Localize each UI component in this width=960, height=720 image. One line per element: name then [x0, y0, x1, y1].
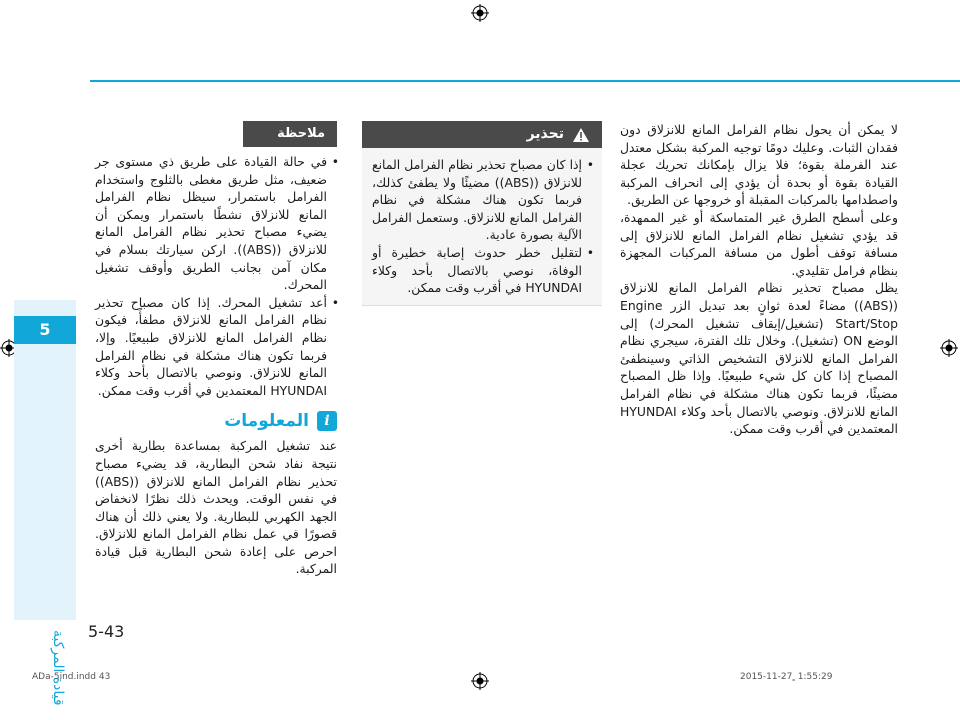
registration-mark-bottom	[471, 672, 489, 690]
note-bullet: • في حالة القيادة على طريق ذي مستوى جر ضعيف، مثل طريق مغطى بالثلوج واستخدام الفرامل باستمرار، سيظل نظام الفرامل المانع للانزلاق نشطًا باستمرار ويمكن أن يضيء مصباح تحذير نظام الفرامل المانع للانزلاق ((ABS)). اركن سيارتك بسلام في مكان آمن بجانب الطريق وأوقف تشغيل المحرك.	[95, 153, 337, 294]
abs-warning-icon: (ABS)	[99, 473, 135, 489]
info-icon: i	[317, 411, 337, 431]
warning-bullet: • لتقليل خطر حدوث إصابة خطيرة أو الوفاة، نوصي بالاتصال بأحد وكلاء HYUNDAI في أقرب وقت ممكن.	[372, 244, 592, 297]
warning-box	[362, 121, 602, 306]
warning-body	[362, 148, 602, 306]
chapter-tab: 5	[14, 316, 76, 344]
abs-warning-icon: (ABS)	[858, 297, 894, 313]
note-bullet: • أعد تشغيل المحرك. إذا كان مصباح تحذير نظام الفرامل المانع للانزلاق مطفأً، فيكون نظام الفرامل المانع للانزلاق طبيعيًا. وإلا، فربما تكون هناك مشكلة في نظام الفرامل المانع للانزلاق. ونوصي بالاتصال بأحد وكلاء HYUNDAI المعتمدين في أقرب وقت ممكن.	[95, 294, 337, 400]
registration-mark-top	[471, 4, 489, 22]
warning-bullet: • إذا كان مصباح تحذير نظام الفرامل المانع للانزلاق ((ABS)) مضيئًا ولا يطفئ كذلك، فربما تكون هناك مشكلة في نظام الفرامل المانع للانزلاق. وستعمل الفرامل الآلية بصورة عادية.	[372, 156, 592, 244]
page-number: 5-43	[88, 622, 125, 641]
info-title: المعلومات	[224, 410, 309, 431]
warning-title: تحذير	[526, 125, 564, 142]
body-paragraph: يظل مصباح تحذير نظام الفرامل المانع للانزلاق ((ABS)) مضاءً لعدة ثوانٍ بعد تبديل الزر Engine Start/Stop (تشغيل/إيقاف تشغيل المحرك) إلى الوضع ON (تشغيل). وخلال تلك الفترة، سيجري نظام الفرامل المانع للانزلاق التشخيص الذاتي وسينطفئ المصباح إذا كان كل شيء طبيعيًا. وإذا ظل المصباح مضيئًا، فربما تكون هناك مشكلة في نظام الفرامل المانع للانزلاق. ونوصي بالاتصال بأحد وكلاء HYUNDAI المعتمدين في أقرب وقت ممكن.	[620, 280, 898, 437]
registration-mark-right	[940, 339, 958, 357]
note-header	[243, 121, 337, 147]
note-title: ملاحظة	[277, 126, 325, 142]
note-body	[95, 153, 337, 399]
footer-file: ADa-5ind.indd 43	[32, 672, 111, 682]
warning-triangle-icon	[572, 127, 590, 143]
right-column	[620, 121, 898, 438]
abs-warning-icon: (ABS)	[242, 241, 277, 257]
chapter-title: قيادة المركبة	[50, 630, 66, 706]
info-paragraph: عند تشغيل المركبة بمساعدة بطارية أخرى نتيجة نفاد شحن البطارية، قد يضيء مصباح تحذير نظام الفرامل المانع للانزلاق ((ABS)) في نفس الوقت. ويحدث ذلك نظرًا لانخفاض الجهد الكهربي للبطارية. ولا يعني ذلك أن هناك قصورًا في عمل نظام الفرامل المانع للانزلاق. احرص على إعادة شحن البطارية قبل قيادة المركبة.	[95, 438, 337, 577]
footer-timestamp: 2015-11-27 ٍ 1:55:29	[740, 672, 833, 682]
warning-header	[362, 121, 602, 148]
left-column	[95, 121, 337, 578]
abs-warning-icon: (ABS)	[499, 174, 534, 190]
body-paragraph: لا يمكن أن يحول نظام الفرامل المانع للانزلاق دون فقدان الثبات. وعليك دومًا توجيه المركبة بشكل معتدل عند الفرملة بقوة؛ فلا يزال بإمكانك تحريك عجلة القيادة بقوة أو بحدة أن يؤدي إلى انحراف المركبة واصطدامها بالمركبات المقبلة أو خروجها عن الطريق.	[620, 122, 898, 208]
body-paragraph: وعلى أسطح الطرق غير المتماسكة أو غير الممهدة، قد يؤدي تشغيل نظام الفرامل المانع للانزلاق إلى مسافة توقف أطول من مسافة المركبات المجهزة بنظام فرامل تقليدي.	[620, 209, 898, 278]
info-header	[95, 411, 337, 431]
header-rule	[90, 80, 960, 82]
